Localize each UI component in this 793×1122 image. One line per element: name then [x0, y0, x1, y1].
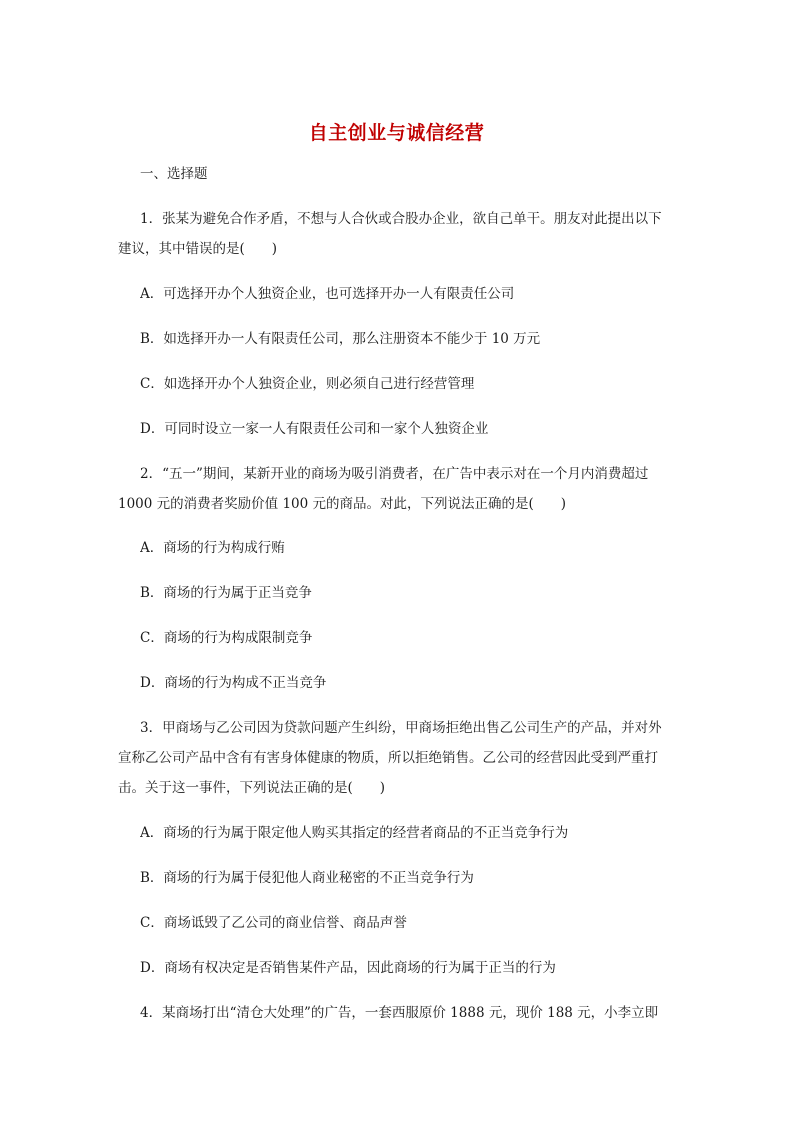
question-1-option-b: B．如选择开办一人有限责任公司，那么注册资本不能少于 10 万元 — [140, 331, 541, 347]
question-1-option-a: A．可选择开办个人独资企业，也可选择开办一人有限责任公司 — [140, 286, 515, 302]
question-3-option-d: D．商场有权决定是否销售某件产品，因此商场的行为属于正当的行为 — [140, 960, 556, 976]
question-3-stem-line-3: 击。关于这一事件，下列说法正确的是( ) — [118, 780, 386, 796]
question-3-option-a: A．商场的行为属于限定他人购买其指定的经营者商品的不正当竞争行为 — [140, 825, 569, 841]
question-2-stem-line-2: 1000 元的消费者奖励价值 100 元的商品。对此，下列说法正确的是( ) — [118, 496, 567, 512]
question-1-option-d: D．可同时设立一家一人有限责任公司和一家个人独资企业 — [140, 421, 489, 437]
question-1-option-c: C．如选择开办个人独资企业，则必须自己进行经营管理 — [140, 376, 475, 392]
question-2-option-b: B．商场的行为属于正当竞争 — [140, 585, 312, 601]
question-2-option-d: D．商场的行为构成不正当竞争 — [140, 675, 327, 691]
question-3-stem-line-2: 宣称乙公司产品中含有有害身体健康的物质，所以拒绝销售。乙公司的经营因此受到严重打 — [118, 750, 658, 766]
section-heading: 一、选择题 — [140, 166, 208, 182]
question-3-option-b: B．商场的行为属于侵犯他人商业秘密的不正当竞争行为 — [140, 870, 474, 886]
question-2-option-a: A．商场的行为构成行贿 — [140, 540, 285, 556]
question-1-stem-line-1: 1．张某为避免合作矛盾，不想与人合伙或合股办企业，欲自己单干。朋友对此提出以下 — [140, 211, 662, 227]
question-4-stem-line-1: 4．某商场打出“清仓大处理”的广告，一套西服原价 1888 元，现价 188 元，小李立即 — [140, 1005, 659, 1021]
question-2-option-c: C．商场的行为构成限制竞争 — [140, 630, 313, 646]
question-3-stem-line-1: 3．甲商场与乙公司因为贷款问题产生纠纷，甲商场拒绝出售乙公司生产的产品，并对外 — [140, 720, 662, 736]
question-2-stem-line-1: 2．“五一”期间，某新开业的商场为吸引消费者，在广告中表示对在一个月内消费超过 — [140, 466, 649, 482]
question-1-stem-line-2: 建议，其中错误的是( ) — [118, 241, 278, 257]
question-3-option-c: C．商场诋毁了乙公司的商业信誉、商品声誉 — [140, 915, 407, 931]
document-title: 自主创业与诚信经营 — [308, 122, 485, 144]
